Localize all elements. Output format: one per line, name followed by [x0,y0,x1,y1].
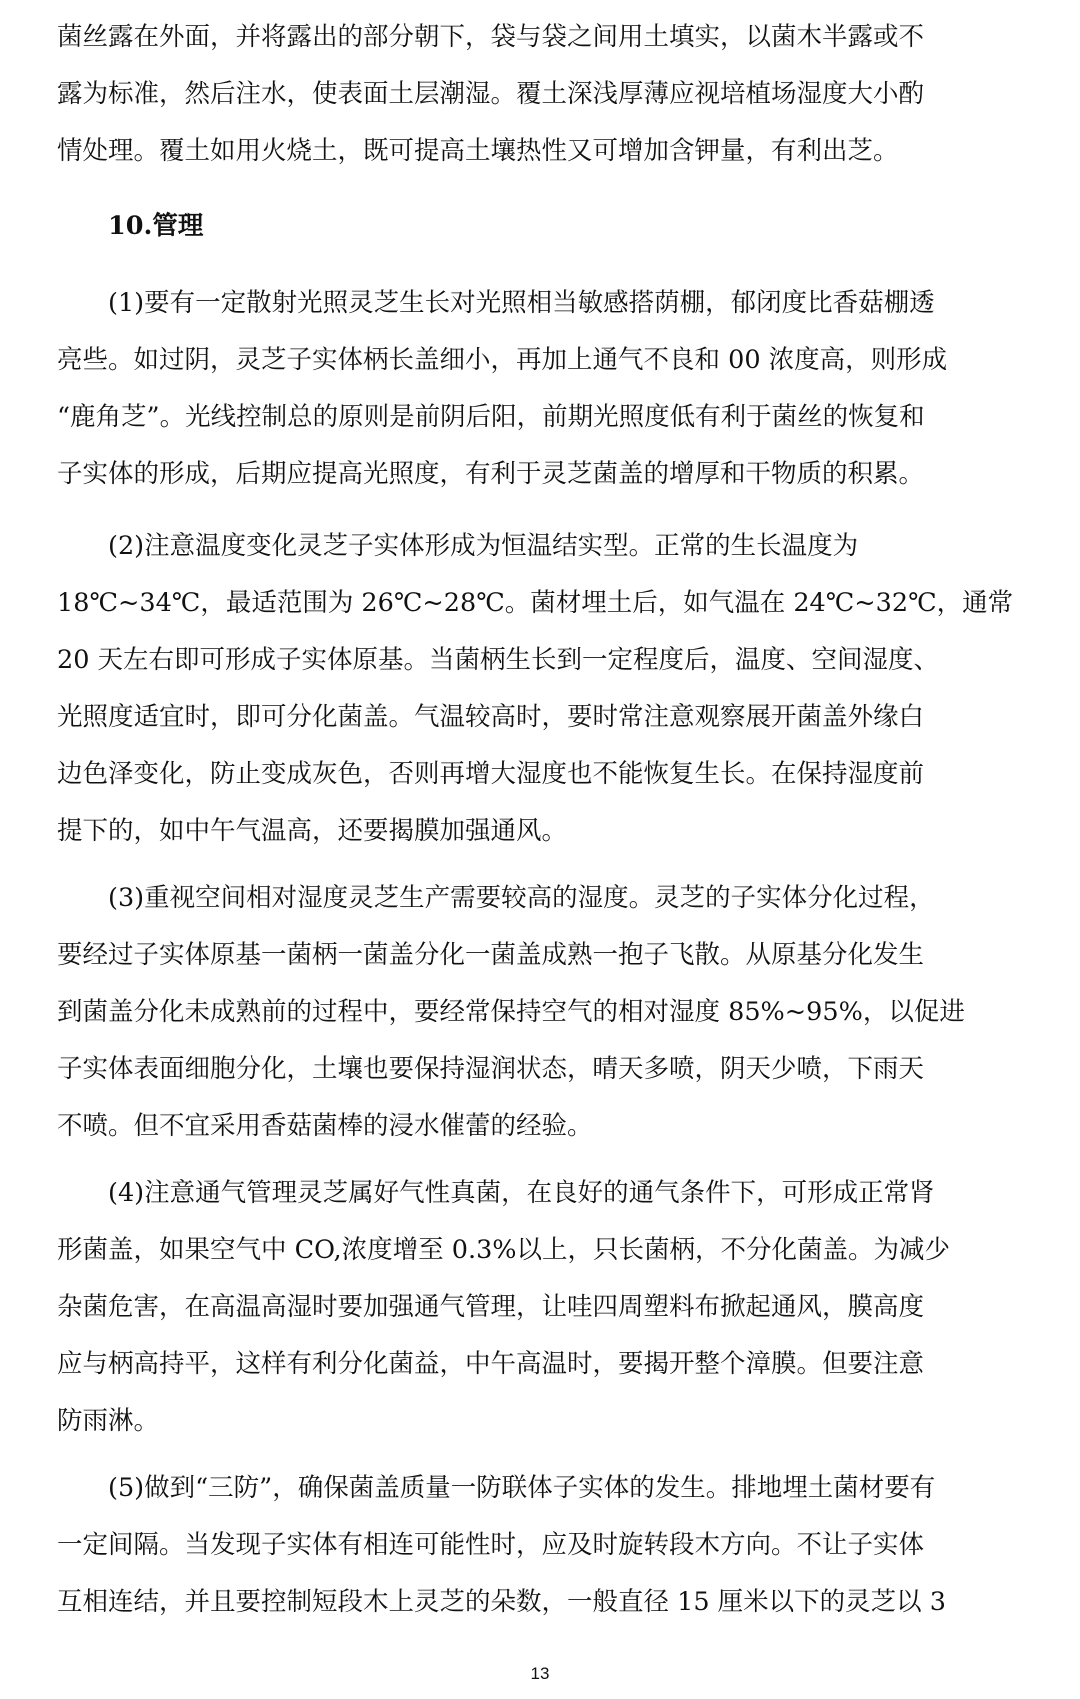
paragraph-ventilation [57,1165,1027,1450]
continuation-paragraph [57,9,1027,180]
text-line: (5)做到“三防”，确保菌盖质量一防联体子实体的发生。排地埋土菌材要有 [108,1473,936,1503]
text-line: 应与柄高持平，这样有利分化菌益，中午高温时，要揭开整个漳膜。但要注意 [57,1349,925,1379]
text-line: 露为标准，然后注水，使表面土层潮湿。覆土深浅厚薄应视培植场湿度大小酌 [57,79,925,109]
text-line: 边色泽变化，防止变成灰色，否则再增大湿度也不能恢复生长。在保持湿度前 [57,759,925,789]
text-line: 提下的，如中午气温高，还要揭膜加强通风。 [57,816,568,846]
text-line: 光照度适宜时，即可分化菌盖。气温较高时，要时常注意观察展开菌盖外缘白 [57,702,925,732]
text-line: (1)要有一定散射光照灵芝生长对光照相当敏感搭荫棚，郁闭度比香菇棚透 [108,288,935,318]
text-line: (2)注意温度变化灵芝子实体形成为恒温结实型。正常的生长温度为 [108,531,859,561]
text-line: 20 天左右即可形成子实体原基。当菌柄生长到一定程度后，温度、空间湿度、 [57,645,940,675]
text-line: 要经过子实体原基一菌柄一菌盖分化一菌盖成熟一抱子飞散。从原基分化发生 [57,940,925,970]
text-line: (4)注意通气管理灵芝属好气性真菌，在良好的通气条件下，可形成正常肾 [108,1178,935,1208]
text-line: 一定间隔。当发现子实体有相连可能性时，应及时旋转段木方向。不让子实体 [57,1530,925,1560]
text-line: 不喷。但不宜采用香菇菌棒的浸水催蕾的经验。 [57,1111,593,1141]
paragraph-temperature [57,518,1027,860]
section-heading: 10.管理 [108,211,204,241]
text-line: 子实体的形成，后期应提高光照度，有利于灵芝菌盖的增厚和干物质的积累。 [57,459,925,489]
text-line: 情处理。覆土如用火烧土，既可提高土壤热性又可增加含钾量，有利出芝。 [57,136,899,166]
text-line: 杂菌危害，在高温高湿时要加强通气管理，让哇四周塑料布掀起通风，膜高度 [57,1292,925,1322]
text-line: 子实体表面细胞分化，土壤也要保持湿润状态，晴天多喷，阴天少喷，下雨天 [57,1054,925,1084]
paragraph-three-preventions [57,1460,1027,1631]
text-line: “鹿角芝”。光线控制总的原则是前阴后阳，前期光照度低有利于菌丝的恢复和 [57,402,925,432]
text-line: (3)重视空间相对湿度灵芝生产需要较高的湿度。灵芝的子实体分化过程， [108,883,935,913]
text-line: 防雨淋。 [57,1406,160,1436]
text-line: 18℃~34℃，最适范围为 26℃~28℃。菌材埋土后，如气温在 24℃~32℃，通常 [57,588,1014,618]
text-line: 互相连结，并且要控制短段木上灵芝的朵数，一般直径 15 厘米以下的灵芝以 3 [57,1587,946,1617]
text-line: 菌丝露在外面，并将露出的部分朝下，袋与袋之间用土填实，以菌木半露或不 [57,22,925,52]
paragraph-humidity [57,870,1027,1155]
section-heading-block [57,198,1027,255]
text-line: 到菌盖分化未成熟前的过程中，要经常保持空气的相对湿度 85%~95%，以促进 [57,997,965,1027]
page-number: 13 [530,1664,550,1683]
text-line: 亮些。如过阴，灵芝子实体柄长盖细小，再加上通气不良和 00 浓度高，则形成 [57,345,948,375]
text-line: 形菌盖，如果空气中 CO,浓度增至 0.3%以上，只长菌柄，不分化菌盖。为减少 [57,1235,951,1265]
paragraph-light [57,275,1027,503]
